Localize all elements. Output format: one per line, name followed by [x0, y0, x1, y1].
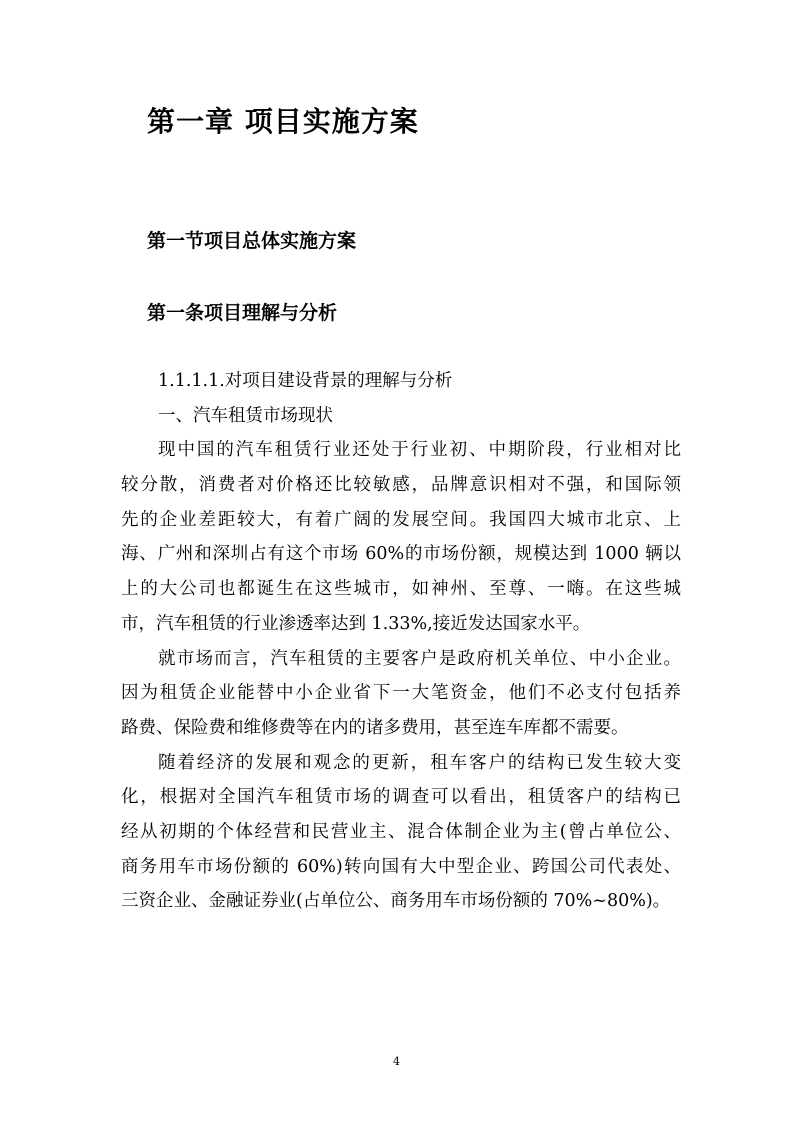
paragraph-line: 随着经济的发展和观念的更新，租车客户的结构已发生较大变 [158, 752, 681, 773]
paragraph-line: 路费、保险费和维修费等在内的诸多费用，甚至连车库都不需要。 [121, 717, 629, 738]
paragraph-line: 经从初期的个体经营和民营业主、混合体制企业为主(曾占单位公、 [121, 821, 681, 842]
subsection-heading: 1.1.1.1.对项目建设背景的理解与分析 [158, 371, 453, 391]
body-text [121, 364, 681, 919]
paragraph-line: 市，汽车租赁的行业渗透率达到 1.33%,接近发达国家水平。 [121, 613, 591, 634]
section-title: 第一节项目总体实施方案 [147, 230, 357, 252]
chapter-title: 第一章 项目实施方案 [147, 105, 419, 138]
paragraph-line: 先的企业差距较大，有着广阔的发展空间。我国四大城市北京、上 [121, 509, 681, 530]
paragraph-line: 现中国的汽车租赁行业还处于行业初、中期阶段，行业相对比 [158, 440, 681, 461]
paragraph-line: 三资企业、金融证券业(占单位公、商务用车市场份额的 70%~80%)。 [121, 891, 671, 912]
article-title: 第一条项目理解与分析 [147, 302, 338, 324]
paragraph-line: 因为租赁企业能替中小企业省下一大笔资金，他们不必支付包括养 [121, 683, 681, 704]
paragraph-line: 海、广州和深圳占有这个市场 60%的市场份额，规模达到 1000 辆以 [121, 544, 681, 565]
page-number: 4 [393, 1055, 400, 1068]
topic-heading: 一、汽车租赁市场现状 [158, 405, 333, 426]
paragraph-line: 商务用车市场份额的 60%)转向国有大中型企业、跨国公司代表处、 [121, 856, 681, 877]
paragraph-line: 化，根据对全国汽车租赁市场的调查可以看出，租赁客户的结构已 [121, 787, 681, 808]
paragraph-line: 就市场而言，汽车租赁的主要客户是政府机关单位、中小企业。 [158, 648, 681, 669]
paragraph-line: 较分散，消费者对价格还比较敏感，品牌意识相对不强，和国际领 [121, 475, 681, 496]
paragraph-line: 上的大公司也都诞生在这些城市，如神州、至尊、一嗨。在这些城 [121, 579, 681, 600]
